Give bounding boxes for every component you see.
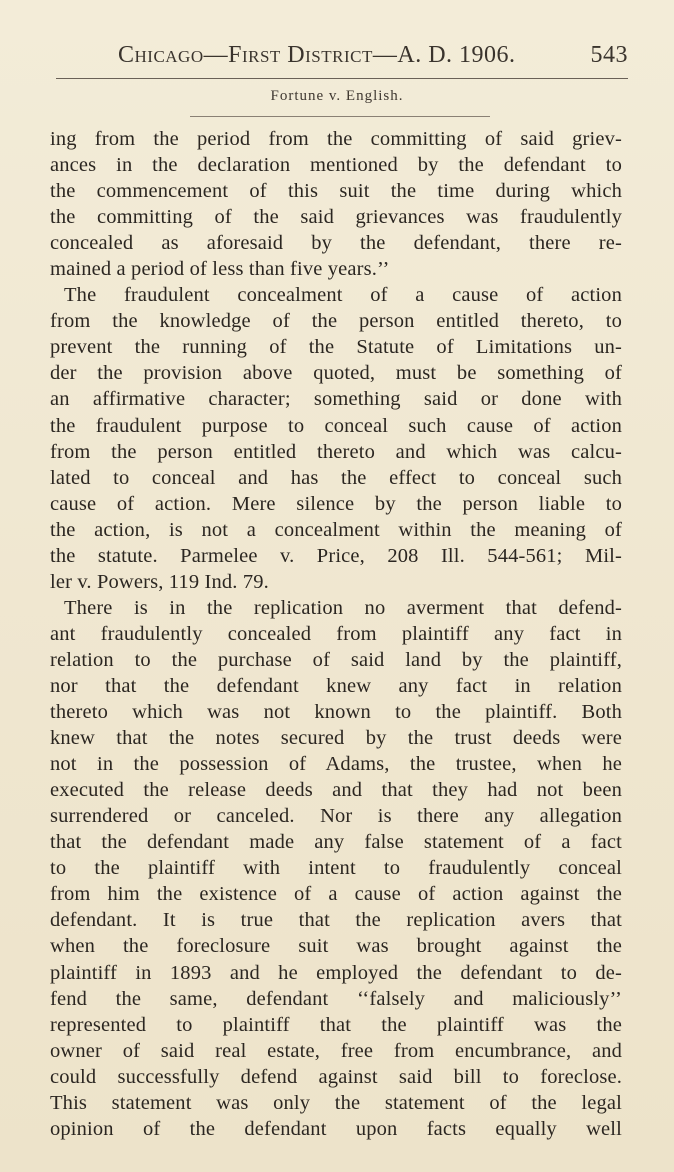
text-line: not in the possession of Adams, the trustee, when he — [50, 753, 622, 776]
text-line: ing from the period from the committing of said griev- — [50, 128, 622, 150]
text-line: ant fraudulently concealed from plaintiff any fact in — [50, 622, 622, 645]
text-line: from the person entitled thereto and which was calcu- — [50, 440, 622, 463]
text-line: that the defendant made any false statement of a fact — [50, 831, 622, 854]
text-line: the commencement of this suit the time during which — [50, 180, 622, 203]
text-line: cause of action. Mere silence by the person liable to — [50, 492, 622, 515]
text-line: fend the same, defendant ‘‘falsely and maliciously’’ — [50, 987, 622, 1010]
text-line: lated to conceal and has the effect to conceal such — [50, 466, 622, 489]
text-line: ances in the declaration mentioned by the defendant to — [50, 154, 622, 177]
body-text — [50, 126, 622, 1142]
text-line: There is in the replication no averment that defend- — [64, 596, 622, 619]
text-line: the committing of the said grievances was fraudulently — [50, 206, 622, 229]
text-line: the statute. Parmelee v. Price, 208 Ill. 544-561; Mil- — [50, 544, 622, 567]
text-line: to the plaintiff with intent to fraudulently conceal — [50, 857, 622, 880]
case-name-rule — [190, 116, 490, 117]
case-name: Fortune v. English. — [270, 88, 404, 104]
text-line: prevent the running of the Statute of Limitations un- — [50, 336, 622, 359]
text-line: surrendered or canceled. Nor is there any allegation — [50, 805, 622, 828]
text-line: der the provision above quoted, must be something of — [50, 362, 622, 385]
text-line: the fraudulent purpose to conceal such cause of action — [50, 414, 622, 437]
text-line: thereto which was not known to the plaintiff. Both — [50, 701, 622, 724]
text-line: The fraudulent concealment of a cause of action — [64, 284, 622, 307]
text-line: mained a period of less than five years.’’ — [50, 258, 390, 281]
text-line: opinion of the defendant upon facts equally well — [50, 1117, 622, 1140]
text-line: an affirmative character; something said or done with — [50, 388, 622, 411]
text-line: could successfully defend against said bill to foreclose. — [50, 1065, 622, 1088]
text-line: executed the release deeds and that they had not been — [50, 779, 622, 802]
header-title: Chicago—First District—A. D. 1906. — [118, 42, 516, 68]
text-line: knew that the notes secured by the trust deeds were — [50, 727, 622, 750]
text-line: This statement was only the statement of the legal — [50, 1091, 622, 1114]
text-line: when the foreclosure suit was brought against the — [50, 935, 622, 958]
text-line: nor that the defendant knew any fact in relation — [50, 674, 622, 697]
header-rule — [56, 78, 628, 79]
text-line: ler v. Powers, 119 Ind. 79. — [50, 570, 269, 593]
text-line: the action, is not a concealment within the meaning of — [50, 518, 622, 541]
text-line: from the knowledge of the person entitled thereto, to — [50, 310, 622, 333]
page-number: 543 — [590, 42, 628, 68]
text-line: defendant. It is true that the replication avers that — [50, 909, 622, 932]
text-line: plaintiff in 1893 and he employed the defendant to de- — [50, 961, 622, 984]
text-line: owner of said real estate, free from encumbrance, and — [50, 1039, 622, 1062]
running-header — [56, 42, 628, 76]
text-line: represented to plaintiff that the plaintiff was the — [50, 1013, 622, 1036]
text-line: concealed as aforesaid by the defendant, there re- — [50, 232, 622, 255]
text-line: from him the existence of a cause of action against the — [50, 883, 622, 906]
text-line: relation to the purchase of said land by the plaintiff, — [50, 648, 622, 671]
